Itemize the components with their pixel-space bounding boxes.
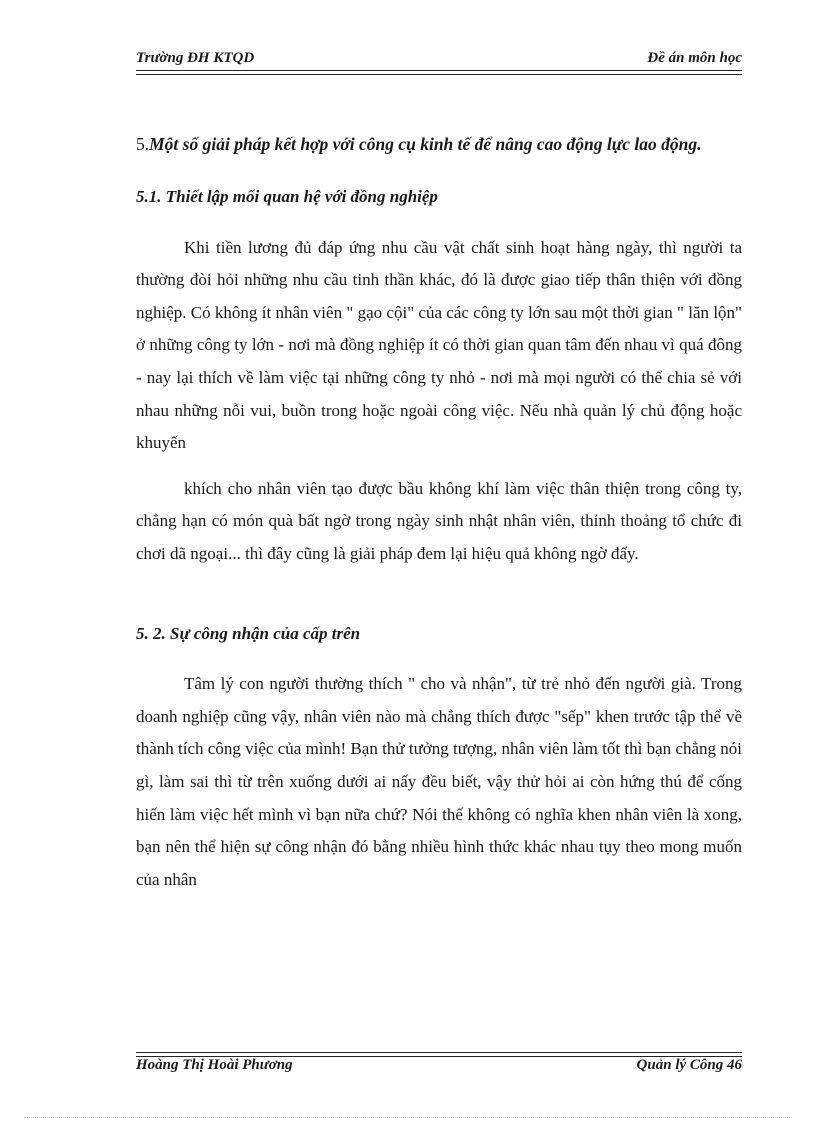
header-school: Trường ĐH KTQD [136, 50, 255, 66]
header-divider [136, 70, 742, 75]
paragraph-colleagues-1: Khi tiền lương đủ đáp ứng nhu cầu vật chất sinh hoạt hàng ngày, thì người ta thường đòi hỏi những nhu cầu tinh thần khác, đó là được giao tiếp thân thiện với đồng nghiệp. Có không ít nhân viên " gạo cội" của các công ty lớn sau một thời gian " lăn lộn" ở những công ty lớn - nơi mà đồng nghiệp ít có thời gian quan tâm đến nhau vì quá đông - nay lại thích về làm việc tại những công ty nhỏ - nơi mà mọi người có thể chia sẻ với nhau những nỗi vui, buồn trong hoặc ngoài công việc. Nếu nhà quản lý chủ động hoặc khuyến [136, 237, 742, 453]
page-header [136, 50, 742, 70]
header-doc-type: Đề án môn học [647, 50, 742, 66]
section-title: Một số giải pháp kết hợp với công cụ kinh tế để nâng cao động lực lao động. [149, 134, 702, 154]
paragraph-recognition-1: Tâm lý con người thường thích " cho và nhận", từ trẻ nhỏ đến người già. Trong doanh nghiệp cũng vậy, nhân viên nào mà chẳng thích được "sếp" khen trước tập thể về thành tích công việc của mình! Bạn thử tưởng tượng, nhân viên làm tốt thì bạn chẳng nói gì, làm sai thì từ trên xuống dưới ai nấy đều biết, vậy thử hỏi ai còn hứng thú để cống hiến làm việc hết mình vì bạn nữa chứ? Nói thế không có nghĩa khen nhân viên là xong, bạn nên thể hiện sự công nhận đó bằng nhiều hình thức khác nhau tụy theo mong muốn của nhân [136, 674, 742, 889]
page-body [136, 128, 742, 896]
paragraph-colleagues-2: khích cho nhân viên tạo được bầu không khí làm việc thân thiện trong công ty, chẳng hạn có món quà bất ngờ trong ngày sinh nhật nhân viên, thỉnh thoảng tổ chức đi chơi dã ngoại... thì đây cũng là giải pháp đem lại hiệu quả không ngờ đấy. [136, 478, 742, 563]
footer-author: Hoàng Thị Hoài Phương [136, 1057, 293, 1073]
subsection-heading-1: 5.1. Thiết lập mối quan hệ với đồng nghiệp [136, 187, 438, 206]
section-heading [136, 128, 742, 161]
section-number: 5. [136, 134, 150, 154]
page-footer [136, 1057, 742, 1077]
page-bottom-edge [24, 1117, 792, 1118]
footer-class: Quản lý Công 46 [636, 1057, 742, 1073]
subsection-heading-2: 5. 2. Sự công nhận của cấp trên [136, 623, 361, 643]
